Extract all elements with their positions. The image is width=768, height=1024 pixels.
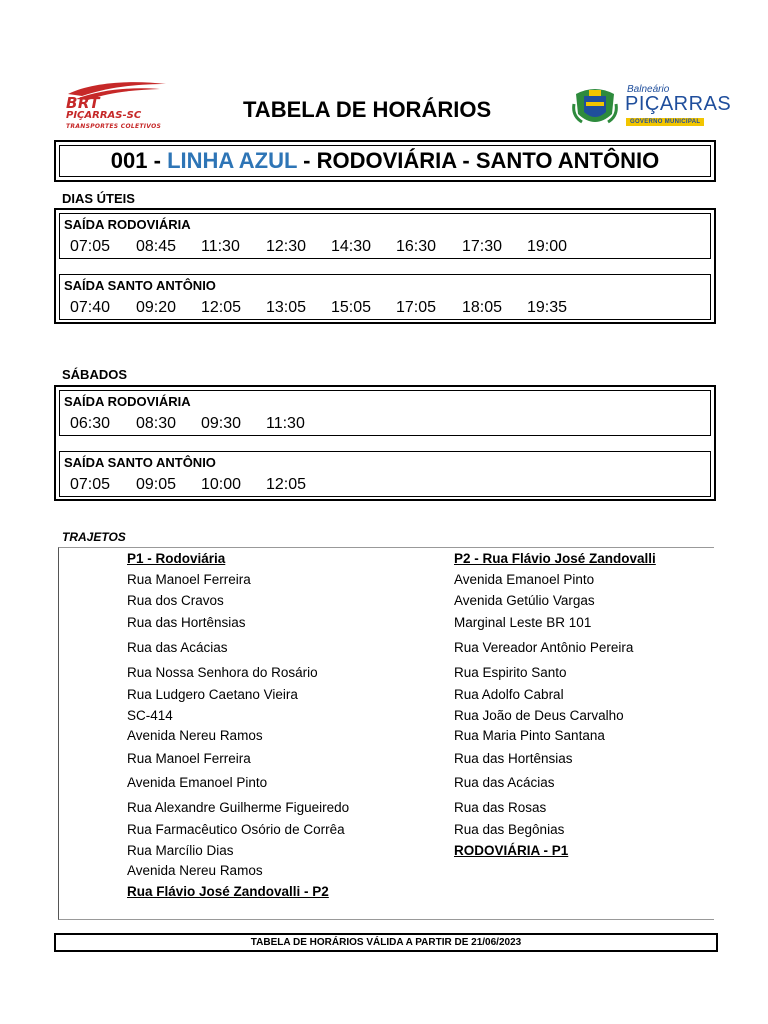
route-p1-street: Rua Marcílio Dias — [127, 843, 234, 858]
brt-city: PIÇARRAS-SC — [66, 110, 142, 121]
departure-time: 09:20 — [136, 299, 177, 316]
departure-time: 19:00 — [527, 238, 568, 255]
departure-time: 15:05 — [331, 299, 372, 316]
line-title — [56, 148, 714, 174]
departure-time: 07:05 — [70, 476, 111, 493]
departure-time: 11:30 — [266, 415, 305, 432]
route-p2-street: Rua Maria Pinto Santana — [454, 728, 605, 743]
route-p1-street: Rua Farmacêutico Osório de Corrêa — [127, 822, 345, 837]
route-p1-street: Rua dos Cravos — [127, 593, 224, 608]
route-p2-street: Rua das Hortênsias — [454, 751, 573, 766]
departure-time: 10:00 — [201, 476, 242, 493]
departure-time: 12:30 — [266, 238, 307, 255]
route-p2-street: Rua das Rosas — [454, 800, 547, 815]
departure-time: 17:30 — [462, 238, 503, 255]
saturdays-label: SÁBADOS — [62, 367, 128, 382]
route-p1-street: SC-414 — [127, 708, 173, 723]
route-p2-end: RODOVIÁRIA - P1 — [454, 843, 569, 858]
departure-time: 09:05 — [136, 476, 177, 493]
saturdays-schedule — [54, 385, 716, 501]
line-title-box — [54, 140, 716, 182]
municipal-logo-prefix: Balneário — [627, 84, 670, 95]
validity-footer: TABELA DE HORÁRIOS VÁLIDA A PARTIR DE 21/06/2023 — [54, 933, 718, 952]
municipal-logo-sub: GOVERNO MUNICIPAL — [626, 118, 704, 126]
brt-brand: BRT — [66, 94, 101, 112]
line-separator: - — [147, 148, 168, 173]
departure-time: 08:45 — [136, 238, 177, 255]
departure-time: 17:05 — [396, 299, 437, 316]
departure-box-rodoviaria — [59, 213, 711, 259]
departure-time: 13:05 — [266, 299, 307, 316]
route-p1-street: Rua Manoel Ferreira — [127, 751, 251, 766]
departure-time: 08:30 — [136, 415, 177, 432]
departure-time: 12:05 — [266, 476, 307, 493]
brt-tagline: TRANSPORTES COLETIVOS — [66, 123, 162, 130]
route-p1-street: Rua das Acácias — [127, 640, 228, 655]
route-p1-title: P1 - Rodoviária — [127, 551, 226, 566]
departure-time: 16:30 — [396, 238, 437, 255]
line-number: 001 — [110, 148, 148, 173]
departure-title: SAÍDA RODOVIÁRIA — [64, 394, 191, 409]
departure-time: 07:05 — [70, 238, 111, 255]
line-name: LINHA AZUL — [167, 148, 298, 173]
municipal-logo-name: PIÇARRAS — [625, 93, 732, 115]
route-p1-street: Avenida Emanoel Pinto — [127, 775, 268, 790]
weekdays-label: DIAS ÚTEIS — [62, 191, 135, 206]
route-p1-street: Rua Manoel Ferreira — [127, 572, 251, 587]
route-p2-street: Rua Espirito Santo — [454, 665, 567, 680]
departure-title: SAÍDA RODOVIÁRIA — [64, 217, 191, 232]
route-p2-street: Marginal Leste BR 101 — [454, 615, 592, 630]
departure-box-rodoviaria — [59, 390, 711, 436]
brt-logo — [62, 80, 172, 136]
departure-box-santo-antonio — [59, 274, 711, 320]
route-p2-street: Rua João de Deus Carvalho — [454, 708, 624, 723]
departure-time: 09:30 — [201, 415, 242, 432]
departure-time: 12:05 — [201, 299, 242, 316]
route-p1-street: Avenida Nereu Ramos — [127, 863, 263, 878]
route-p2-street: Avenida Getúlio Vargas — [454, 593, 595, 608]
municipal-logo — [572, 84, 732, 134]
departure-box-santo-antonio — [59, 451, 711, 497]
route-p1-street: Avenida Nereu Ramos — [127, 728, 263, 743]
weekdays-schedule — [54, 208, 716, 324]
departure-title: SAÍDA SANTO ANTÔNIO — [64, 455, 216, 470]
departure-time: 11:30 — [201, 238, 240, 255]
departure-time: 07:40 — [70, 299, 111, 316]
route-p2-title: P2 - Rua Flávio José Zandovalli — [454, 551, 656, 566]
route-p1-street: Rua Nossa Senhora do Rosário — [127, 665, 318, 680]
route-p1-street: Rua das Hortênsias — [127, 615, 246, 630]
page-title: TABELA DE HORÁRIOS — [243, 97, 492, 122]
route-p2-street: Rua das Acácias — [454, 775, 555, 790]
coat-of-arms-icon — [572, 86, 618, 130]
departure-time: 06:30 — [70, 415, 111, 432]
route-p1-end: Rua Flávio José Zandovalli - P2 — [127, 884, 329, 899]
route-p1-street: Rua Ludgero Caetano Vieira — [127, 687, 298, 702]
departure-time: 19:35 — [527, 299, 568, 316]
route-p2-street: Rua Vereador Antônio Pereira — [454, 640, 634, 655]
departure-time: 14:30 — [331, 238, 372, 255]
route-p2-street: Rua das Begônias — [454, 822, 565, 837]
line-route: RODOVIÁRIA - SANTO ANTÔNIO — [316, 148, 660, 173]
route-p1-street: Rua Alexandre Guilherme Figueiredo — [127, 800, 350, 815]
line-separator: - — [297, 148, 317, 173]
route-p2-street: Rua Adolfo Cabral — [454, 687, 564, 702]
routes-label: TRAJETOS — [62, 530, 126, 544]
departure-title: SAÍDA SANTO ANTÔNIO — [64, 278, 216, 293]
departure-time: 18:05 — [462, 299, 503, 316]
route-p2-street: Avenida Emanoel Pinto — [454, 572, 595, 587]
